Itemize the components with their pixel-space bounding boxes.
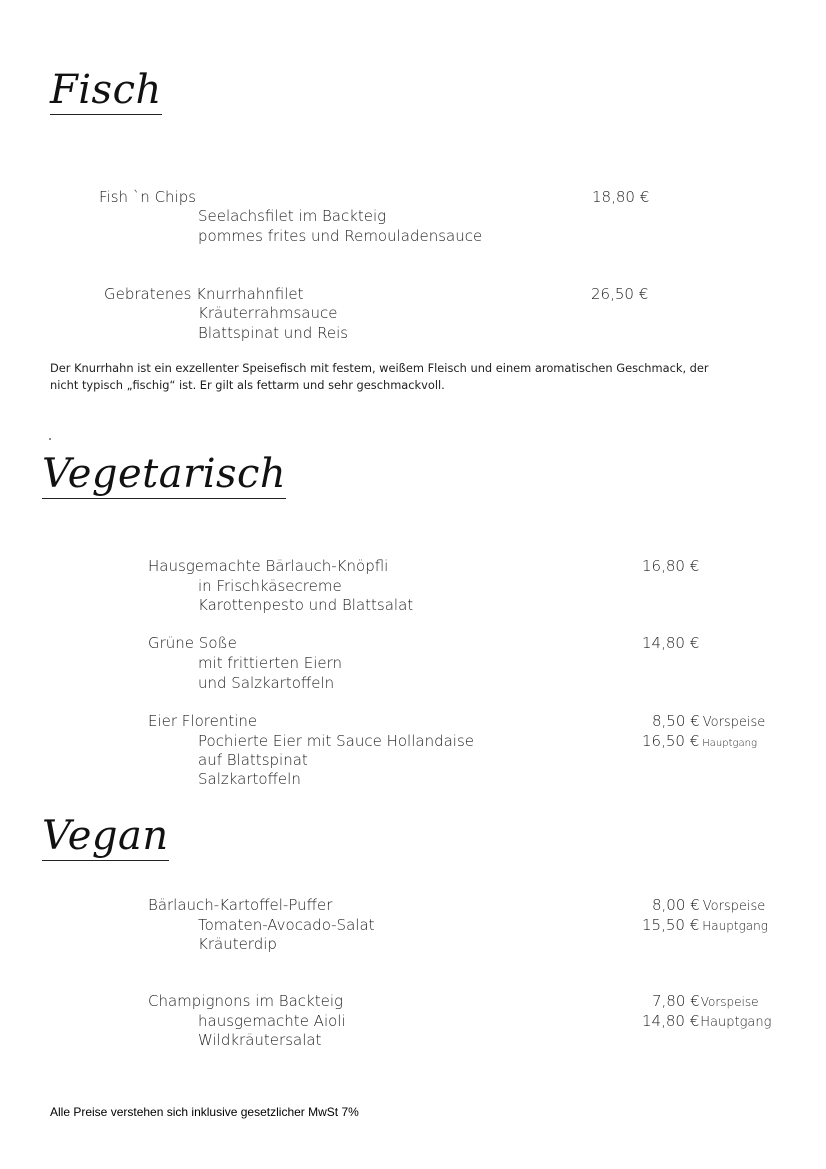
dish-name: Grüne Soße: [148, 634, 237, 652]
dish-price: 14,80 €: [642, 634, 700, 652]
dish-detail: hausgemachte Aioli: [198, 1012, 346, 1030]
dish-name: Gebratenes Knurrhahnfilet: [104, 285, 304, 303]
dish-name: Champignons im Backteig: [148, 992, 344, 1010]
price-value: 16,50 €: [642, 732, 700, 750]
price-label: Hauptgang: [702, 919, 768, 933]
dish-detail: Wildkräutersalat: [198, 1031, 322, 1049]
price-label: Vorspeise: [702, 899, 766, 914]
price-starter: [652, 711, 765, 733]
stray-dot: [49, 438, 51, 440]
price-label: Hauptgang: [702, 738, 757, 749]
dish-detail: pommes frites und Remouladensauce: [198, 227, 483, 245]
dish-detail: Seelachsfilet im Backteig: [198, 207, 387, 225]
price-label: Vorspeise: [702, 715, 766, 730]
price-main: [642, 915, 768, 936]
price-value: 8,00 €: [652, 896, 700, 914]
dish-detail: und Salzkartoffeln: [198, 674, 335, 692]
price-value: 7,80 €: [652, 992, 700, 1010]
dish-detail: Kräuterdip: [198, 935, 277, 953]
price-main: [642, 731, 757, 754]
dish-name: Bärlauch-Kartoffel-Puffer: [148, 896, 333, 914]
dish-detail: in Frischkäsecreme: [198, 577, 342, 595]
price-label: Hauptgang: [700, 1015, 772, 1030]
price-value: 8,50 €: [652, 712, 700, 730]
dish-name: Hausgemachte Bärlauch-Knöpfli: [148, 557, 389, 575]
dish-detail: Blattspinat und Reis: [198, 324, 349, 342]
price-starter: [652, 895, 765, 917]
dish-name: Fish `n Chips: [99, 188, 197, 206]
knurrhahn-note: [50, 360, 750, 394]
section-heading-vegan: Vegan: [42, 813, 169, 859]
price-starter: [652, 991, 759, 1012]
price-value: 14,80 €: [642, 1012, 700, 1030]
dish-price: 26,50 €: [591, 285, 649, 303]
dish-detail: auf Blattspinat: [198, 751, 308, 769]
dish-detail: Salzkartoffeln: [198, 770, 301, 788]
section-heading-vegetarisch: Vegetarisch: [42, 451, 287, 497]
price-label: Vorspeise: [700, 995, 759, 1009]
dish-detail: Kräuterrahmsauce: [198, 304, 338, 322]
dish-detail: Tomaten-Avocado-Salat: [198, 916, 375, 934]
note-line: Der Knurrhahn ist ein exzellenter Speisefisch mit festem, weißem Fleisch und einem aromatischen Geschmack, der: [50, 361, 709, 375]
price-value: 15,50 €: [642, 916, 700, 934]
note-line: nicht typisch „fischig“ ist. Er gilt als fettarm und sehr geschmackvoll.: [50, 378, 445, 392]
dish-name: Eier Florentine: [148, 712, 258, 730]
dish-detail: Pochierte Eier mit Sauce Hollandaise: [198, 732, 474, 750]
dish-price: 16,80 €: [642, 557, 700, 575]
dish-detail: mit frittierten Eiern: [198, 654, 343, 672]
dish-price: 18,80 €: [592, 188, 650, 206]
vat-footer-note: Alle Preise verstehen sich inklusive gesetzlicher MwSt 7%: [50, 1105, 359, 1119]
section-heading-fisch: Fisch: [50, 67, 162, 113]
dish-detail: Karottenpesto und Blattsalat: [198, 596, 414, 614]
price-main: [642, 1011, 771, 1033]
